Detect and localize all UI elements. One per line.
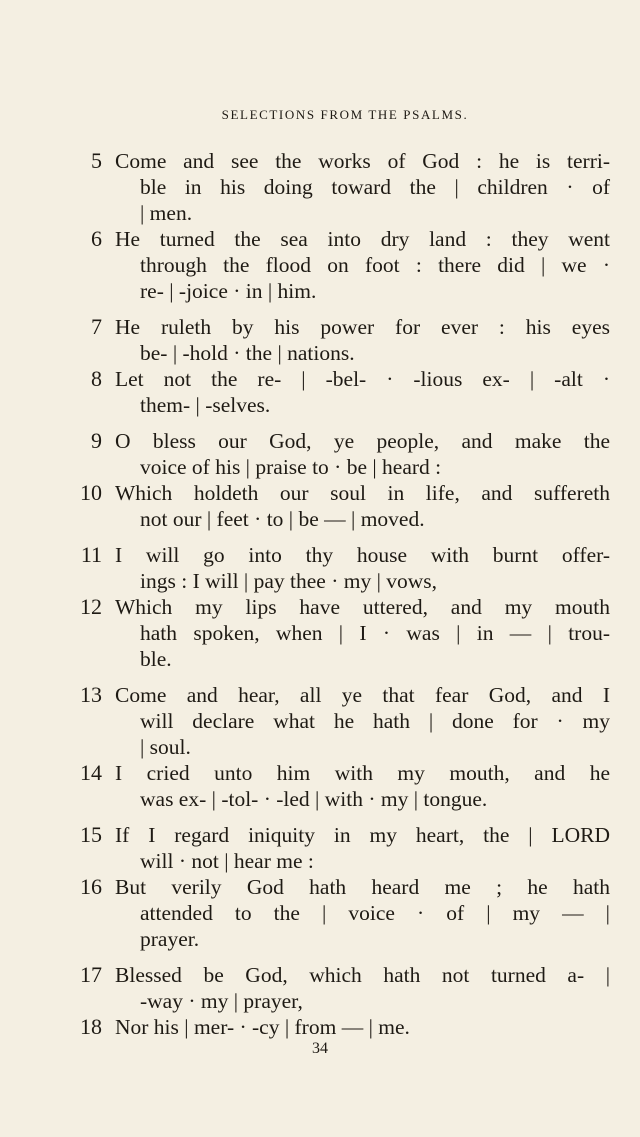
verse-line: If I regard iniquity in my heart, the | LORD	[115, 823, 610, 847]
verse-line: I cried unto him with my mouth, and he	[115, 761, 610, 785]
verse-line: hath spoken, when | I · was | in — | trou-	[140, 621, 610, 645]
verse-line: But verily God hath heard me ; he hath	[115, 875, 610, 899]
verse-line: Blessed be God, which hath not turned a- |	[115, 963, 610, 987]
verse-line: Which holdeth our soul in life, and suffereth	[115, 481, 610, 505]
verse-line: He ruleth by his power for ever : his eyes	[115, 315, 610, 339]
verse	[70, 1014, 610, 1040]
verse-number: 13	[80, 682, 102, 707]
verse	[70, 480, 610, 532]
verse-line: | soul.	[140, 735, 191, 759]
verse	[70, 428, 610, 480]
verse-line: Nor his | mer- · -cy | from — | me.	[115, 1015, 410, 1039]
verse-number: 12	[80, 594, 102, 619]
verse-line: Let not the re- | -bel- · -lious ex- | -alt ·	[115, 367, 610, 391]
verse-line: Come and hear, all ye that fear God, and I	[115, 683, 610, 707]
running-header	[0, 107, 640, 123]
verse	[70, 874, 610, 952]
verse-line: attended to the | voice · of | my — |	[140, 901, 610, 925]
verse-number: 15	[80, 822, 102, 847]
verse	[70, 148, 610, 226]
verse-line: | men.	[140, 201, 193, 225]
page-number: 34	[312, 1040, 328, 1057]
verse-line: prayer.	[140, 927, 200, 951]
verse-line: O bless our God, ye people, and make the	[115, 429, 610, 453]
verse-line: ble.	[140, 647, 172, 671]
verse	[70, 682, 610, 760]
header-title: SELECTIONS FROM THE PSALMS.	[221, 107, 469, 122]
verse	[70, 542, 610, 594]
verse-number: 14	[80, 760, 102, 785]
verse-line: Come and see the works of God : he is terri-	[115, 149, 610, 173]
verse-number: 6	[91, 226, 102, 251]
verse	[70, 226, 610, 304]
verse	[70, 594, 610, 672]
psalm-verses	[0, 148, 640, 1040]
verse-number: 9	[91, 428, 102, 453]
verse-line: be- | -hold · the | nations.	[140, 341, 355, 365]
verse	[70, 760, 610, 812]
verse-number: 10	[80, 480, 102, 505]
verse	[70, 822, 610, 874]
verse-line: I will go into thy house with burnt offer-	[115, 543, 610, 567]
verse-line: voice of his | praise to · be | heard :	[140, 455, 442, 479]
verse-number: 5	[91, 148, 102, 173]
verse-line: them- | -selves.	[140, 393, 271, 417]
verse	[70, 962, 610, 1014]
verse-line: ble in his doing toward the | children · of	[140, 175, 610, 199]
verse-line: not our | feet · to | be — | moved.	[140, 507, 425, 531]
verse-line: was ex- | -tol- · -led | with · my | tongue.	[140, 787, 488, 811]
verse-line: ings : I will | pay thee · my | vows,	[140, 569, 438, 593]
verse-number: 7	[91, 314, 102, 339]
verse	[70, 366, 610, 418]
verse-number: 16	[80, 874, 102, 899]
verse-line: will · not | hear me :	[140, 849, 314, 873]
verse-number: 11	[80, 542, 102, 567]
verse-line: re- | -joice · in | him.	[140, 279, 317, 303]
verse	[70, 314, 610, 366]
verse-line: Which my lips have uttered, and my mouth	[115, 595, 610, 619]
verse-number: 8	[91, 366, 102, 391]
verse-line: He turned the sea into dry land : they went	[115, 227, 610, 251]
verse-line: will declare what he hath | done for · my	[140, 709, 610, 733]
verse-line: through the flood on foot : there did | we ·	[140, 253, 610, 277]
verse-line: -way · my | prayer,	[140, 989, 303, 1013]
verse-number: 17	[80, 962, 102, 987]
verse-number: 18	[80, 1014, 102, 1039]
